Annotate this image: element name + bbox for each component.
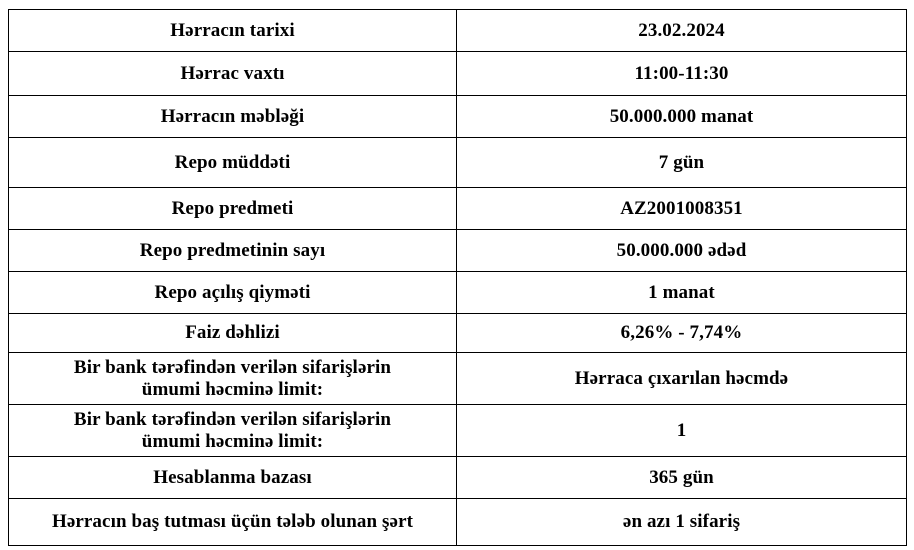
row-value: 365 gün bbox=[457, 457, 907, 499]
row-label: Hesablanma bazası bbox=[9, 457, 457, 499]
row-label-line: Bir bank tərəfindən verilən sifarişlərin bbox=[73, 408, 392, 430]
row-value: 1 manat bbox=[457, 272, 907, 314]
row-value: 11:00-11:30 bbox=[457, 52, 907, 96]
table-row bbox=[9, 499, 907, 546]
row-label: Faiz dəhlizi bbox=[9, 314, 457, 353]
table-row bbox=[9, 52, 907, 96]
table-row bbox=[9, 230, 907, 272]
row-value: 7 gün bbox=[457, 138, 907, 188]
row-label: Hərrac vaxtı bbox=[9, 52, 457, 96]
row-label: Repo açılış qiyməti bbox=[9, 272, 457, 314]
table-row bbox=[9, 314, 907, 353]
table-row bbox=[9, 457, 907, 499]
auction-details-table bbox=[8, 9, 907, 546]
row-label: Repo müddəti bbox=[9, 138, 457, 188]
table-row bbox=[9, 405, 907, 457]
row-value: AZ2001008351 bbox=[457, 188, 907, 230]
table-row bbox=[9, 10, 907, 52]
table-row bbox=[9, 96, 907, 138]
row-label: Hərracın baş tutması üçün tələb olunan şərt bbox=[9, 499, 457, 546]
table-row bbox=[9, 138, 907, 188]
row-label-line: ümumi həcminə limit: bbox=[141, 378, 324, 400]
auction-details-sheet bbox=[8, 9, 906, 546]
table-row bbox=[9, 353, 907, 405]
row-value: 1 bbox=[457, 405, 907, 457]
row-label-line: ümumi həcminə limit: bbox=[141, 430, 324, 452]
row-value: Hərraca çıxarılan həcmdə bbox=[457, 353, 907, 405]
row-value: 6,26% - 7,74% bbox=[457, 314, 907, 353]
row-value: 50.000.000 manat bbox=[457, 96, 907, 138]
row-label: Hərracın tarixi bbox=[9, 10, 457, 52]
table-row bbox=[9, 188, 907, 230]
row-value: ən azı 1 sifariş bbox=[457, 499, 907, 546]
row-value: 23.02.2024 bbox=[457, 10, 907, 52]
row-label-line: Bir bank tərəfindən verilən sifarişlərin bbox=[73, 356, 392, 378]
row-label: Hərracın məbləği bbox=[9, 96, 457, 138]
row-label: Repo predmetinin sayı bbox=[9, 230, 457, 272]
table-row bbox=[9, 272, 907, 314]
row-value: 50.000.000 ədəd bbox=[457, 230, 907, 272]
row-label bbox=[9, 353, 457, 405]
row-label bbox=[9, 405, 457, 457]
row-label: Repo predmeti bbox=[9, 188, 457, 230]
